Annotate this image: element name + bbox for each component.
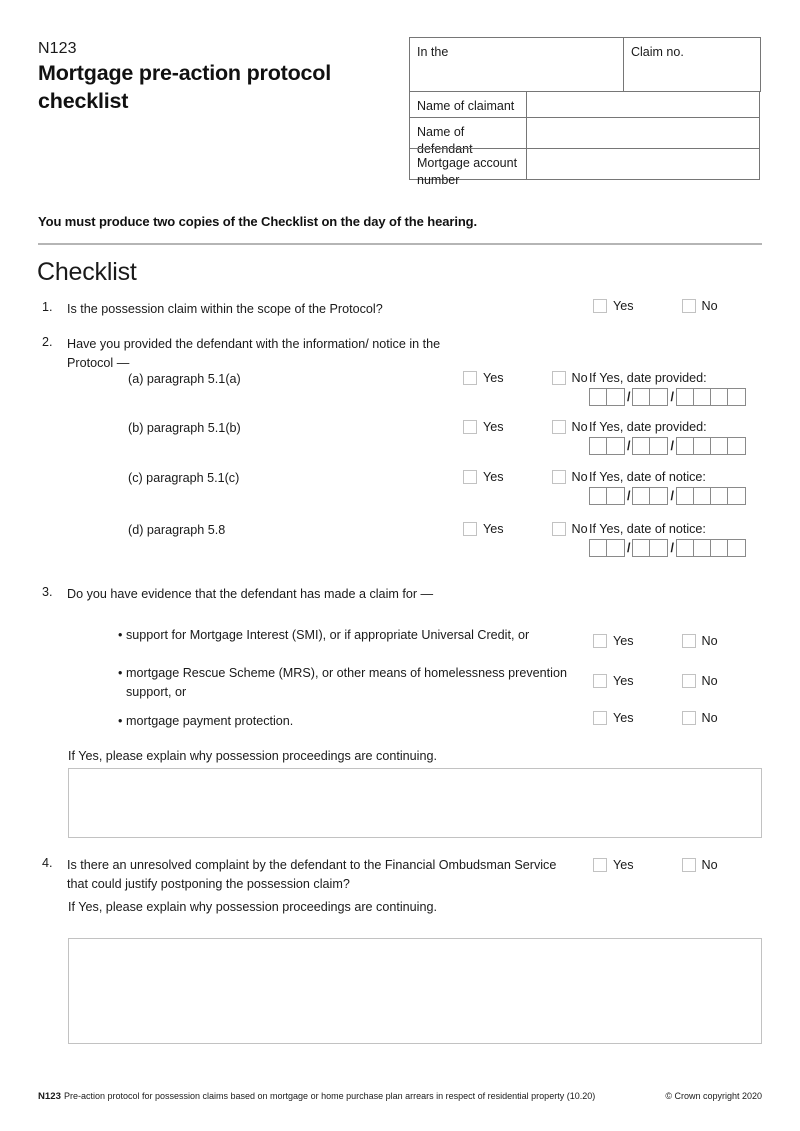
- day-boxes[interactable]: [589, 539, 625, 557]
- table-row: [410, 118, 762, 156]
- section-title: Checklist: [37, 258, 137, 286]
- question-3-bullet-2-yes-checkbox[interactable]: [593, 674, 607, 688]
- mortgage-account-number-label: Mortgage account number: [409, 148, 527, 180]
- question-2a-label: (a) paragraph 5.1(a): [128, 372, 241, 386]
- footer-left: [38, 1091, 595, 1102]
- yes-label: Yes: [483, 420, 504, 434]
- no-label: No: [571, 371, 588, 385]
- question-2b-label: (b) paragraph 5.1(b): [128, 421, 241, 435]
- question-2-text: Have you provided the defendant with the information/ notice in the Protocol —: [67, 337, 441, 371]
- footer: [38, 1091, 762, 1102]
- question-1-no-checkbox[interactable]: [682, 299, 696, 313]
- month-boxes[interactable]: [632, 388, 668, 406]
- no-label: No: [571, 522, 588, 536]
- question-1-number: 1.: [42, 300, 53, 314]
- question-4-explain-prompt: If Yes, please explain why possession proceedings are continuing.: [68, 900, 437, 914]
- question-2-number: 2.: [42, 335, 53, 349]
- question-3-bullet-3-yesno: [593, 711, 718, 725]
- name-of-claimant-label: Name of claimant: [409, 91, 527, 118]
- mortgage-account-number-input[interactable]: [526, 148, 760, 180]
- yes-label: Yes: [483, 522, 504, 536]
- question-4-yes-checkbox[interactable]: [593, 858, 607, 872]
- yes-label: Yes: [613, 674, 634, 688]
- question-2d-date-group: [589, 522, 746, 557]
- question-2b-date-caption: If Yes, date provided:: [589, 420, 707, 434]
- question-3-answer-textarea[interactable]: [68, 768, 762, 838]
- day-boxes[interactable]: [589, 437, 625, 455]
- question-3-bullet-2-no-checkbox[interactable]: [682, 674, 696, 688]
- date-separator: /: [627, 438, 631, 453]
- date-separator: /: [670, 389, 674, 404]
- no-label: No: [701, 634, 718, 648]
- question-2b-no-checkbox[interactable]: [552, 420, 566, 434]
- question-3-text: Do you have evidence that the defendant has made a claim for —: [67, 587, 434, 601]
- name-of-claimant-input[interactable]: [526, 91, 760, 118]
- page-title: Mortgage pre-action protocol checklist: [38, 61, 332, 113]
- question-2a-no-checkbox[interactable]: [552, 371, 566, 385]
- question-3-bullet-1-yesno: [593, 634, 718, 648]
- question-2b-yesno: [463, 420, 588, 434]
- question-3-number: 3.: [42, 585, 53, 599]
- yes-label: Yes: [483, 470, 504, 484]
- question-2d-label: (d) paragraph 5.8: [128, 523, 226, 537]
- question-3-bullet-1-no-checkbox[interactable]: [682, 634, 696, 648]
- question-3-bullet-3-no-checkbox[interactable]: [682, 711, 696, 725]
- form-code: N123: [38, 40, 77, 57]
- no-label: No: [571, 470, 588, 484]
- date-separator: /: [670, 540, 674, 555]
- question-2c-date-input[interactable]: [589, 487, 746, 505]
- question-3-bullet-1-yes-checkbox[interactable]: [593, 634, 607, 648]
- table-row: [410, 92, 762, 118]
- question-1-yes-checkbox[interactable]: [593, 299, 607, 313]
- question-3-bullet-2-text: mortgage Rescue Scheme (MRS), or other means of homelessness prevention support, or: [126, 666, 567, 699]
- name-of-defendant-label: Name of defendant: [409, 117, 527, 149]
- question-3-bullet-1: [118, 626, 548, 645]
- question-2d-date-caption: If Yes, date of notice:: [589, 522, 706, 536]
- date-separator: /: [627, 389, 631, 404]
- question-2c-yes-checkbox[interactable]: [463, 470, 477, 484]
- question-3-bullet-3-text: mortgage payment protection.: [126, 714, 294, 728]
- question-3-bullet-1-text: support for Mortgage Interest (SMI), or if appropriate Universal Credit, or: [126, 628, 530, 642]
- question-2b-date-group: [589, 420, 746, 455]
- year-boxes[interactable]: [676, 539, 746, 557]
- table-row: [410, 149, 762, 187]
- yes-label: Yes: [483, 371, 504, 385]
- no-label: No: [701, 299, 718, 313]
- section-divider: [38, 243, 762, 245]
- footer-form-code: N123: [38, 1091, 61, 1102]
- question-4-answer-textarea[interactable]: [68, 938, 762, 1044]
- question-2a-yes-checkbox[interactable]: [463, 371, 477, 385]
- question-2c-no-checkbox[interactable]: [552, 470, 566, 484]
- yes-label: Yes: [613, 299, 634, 313]
- question-2a-date-group: [589, 371, 746, 406]
- question-2b-date-input[interactable]: [589, 437, 746, 455]
- question-2d-yes-checkbox[interactable]: [463, 522, 477, 536]
- day-boxes[interactable]: [589, 487, 625, 505]
- year-boxes[interactable]: [676, 388, 746, 406]
- day-boxes[interactable]: [589, 388, 625, 406]
- question-1-text: Is the possession claim within the scope of the Protocol?: [67, 302, 383, 316]
- table-row: [410, 38, 762, 92]
- yes-label: Yes: [613, 858, 634, 872]
- date-separator: /: [627, 488, 631, 503]
- question-2c-label: (c) paragraph 5.1(c): [128, 471, 240, 485]
- question-2d-date-input[interactable]: [589, 539, 746, 557]
- bullet-icon: •: [118, 666, 123, 680]
- question-2c-date-group: [589, 470, 746, 505]
- month-boxes[interactable]: [632, 539, 668, 557]
- claim-details-table: [410, 38, 762, 187]
- question-2a-date-caption: If Yes, date provided:: [589, 371, 707, 385]
- question-4-no-checkbox[interactable]: [682, 858, 696, 872]
- question-2a-yesno: [463, 371, 588, 385]
- hearing-notice: You must produce two copies of the Checklist on the day of the hearing.: [38, 214, 478, 229]
- question-2c-date-caption: If Yes, date of notice:: [589, 470, 706, 484]
- year-boxes[interactable]: [676, 437, 746, 455]
- year-boxes[interactable]: [676, 487, 746, 505]
- question-3-explain-prompt: If Yes, please explain why possession proceedings are continuing.: [68, 749, 437, 763]
- no-label: No: [571, 420, 588, 434]
- question-3-bullet-2-yesno: [593, 674, 718, 688]
- footer-description: Pre-action protocol for possession claims based on mortgage or home purchase plan arrears in respect of residential property (10.20): [63, 1091, 596, 1101]
- no-label: No: [701, 674, 718, 688]
- footer-copyright: © Crown copyright 2020: [665, 1091, 762, 1101]
- month-boxes[interactable]: [632, 487, 668, 505]
- question-3-bullet-3-yes-checkbox[interactable]: [593, 711, 607, 725]
- date-separator: /: [670, 488, 674, 503]
- question-2a-date-input[interactable]: [589, 388, 746, 406]
- question-4-number: 4.: [42, 856, 53, 870]
- question-3-bullet-3: [118, 712, 568, 731]
- question-4-text: Is there an unresolved complaint by the defendant to the Financial Ombudsman Service that could justify postponing the possession claim?: [67, 858, 557, 892]
- no-label: No: [701, 711, 718, 725]
- in-the-field[interactable]: In the: [409, 37, 624, 92]
- question-2c-yesno: [463, 470, 588, 484]
- question-2d-yesno: [463, 522, 588, 536]
- question-2b-yes-checkbox[interactable]: [463, 420, 477, 434]
- bullet-icon: •: [118, 628, 123, 642]
- yes-label: Yes: [613, 634, 634, 648]
- date-separator: /: [670, 438, 674, 453]
- name-of-defendant-input[interactable]: [526, 117, 760, 149]
- date-separator: /: [627, 540, 631, 555]
- question-1-yesno: [593, 299, 718, 313]
- bullet-icon: •: [118, 714, 123, 728]
- claim-no-field[interactable]: Claim no.: [623, 37, 761, 92]
- question-3-bullet-2: [118, 664, 568, 702]
- month-boxes[interactable]: [632, 437, 668, 455]
- no-label: No: [701, 858, 718, 872]
- question-2d-no-checkbox[interactable]: [552, 522, 566, 536]
- yes-label: Yes: [613, 711, 634, 725]
- question-4-yesno: [593, 858, 718, 872]
